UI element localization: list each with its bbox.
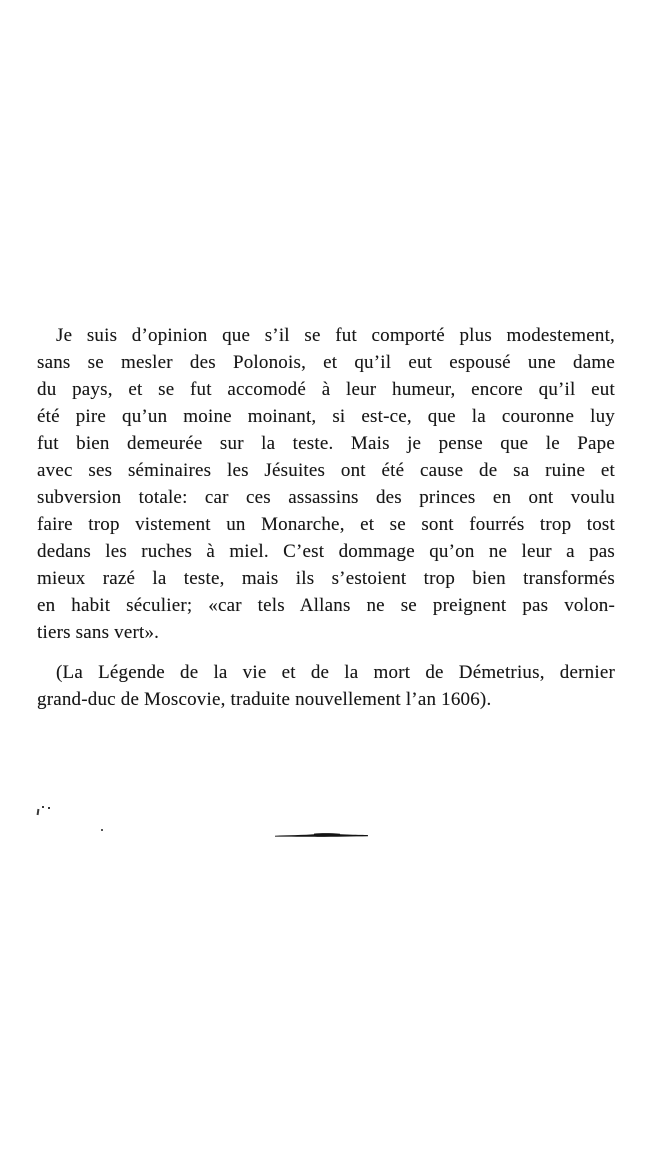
scan-speck (37, 809, 40, 815)
text-line: faire trop vistement un Monarche, et se sont fourrés trop tost (37, 514, 615, 535)
text-line: (La Légende de la vie et de la mort de Démetrius, dernier (56, 662, 615, 683)
end-rule-ornament (274, 826, 369, 834)
scan-speck (42, 806, 44, 808)
text-line: du pays, et se fut accomodé à leur humeur, encore qu’il eut (37, 379, 615, 400)
body-paragraph (37, 322, 615, 646)
main-text (37, 322, 615, 713)
scan-speck (101, 829, 103, 831)
text-line: avec ses séminaires les Jésuites ont été cause de sa ruine et (37, 460, 615, 481)
text-line: été pire qu’un moine moinant, si est-ce, que la couronne luy (37, 406, 615, 427)
citation-paragraph (37, 659, 615, 713)
text-line: subversion totale: car ces assassins des princes en ont voulu (37, 487, 615, 508)
text-line: en habit séculier; «car tels Allans ne se preignent pas volon- (37, 595, 615, 616)
text-line: fut bien demeurée sur la teste. Mais je pense que le Pape (37, 433, 615, 454)
text-line: grand-duc de Moscovie, traduite nouvellement l’an 1606). (37, 689, 492, 710)
text-line: dedans les ruches à miel. C’est dommage qu’on ne leur a pas (37, 541, 615, 562)
text-line: sans se mesler des Polonois, et qu’il eut espousé une dame (37, 352, 615, 373)
text-line: mieux razé la teste, mais ils s’estoient trop bien transformés (37, 568, 615, 589)
scan-speck (48, 807, 50, 809)
text-line: tiers sans vert». (37, 622, 160, 643)
text-line: Je suis d’opinion que s’il se fut comporté plus modestement, (56, 325, 615, 346)
